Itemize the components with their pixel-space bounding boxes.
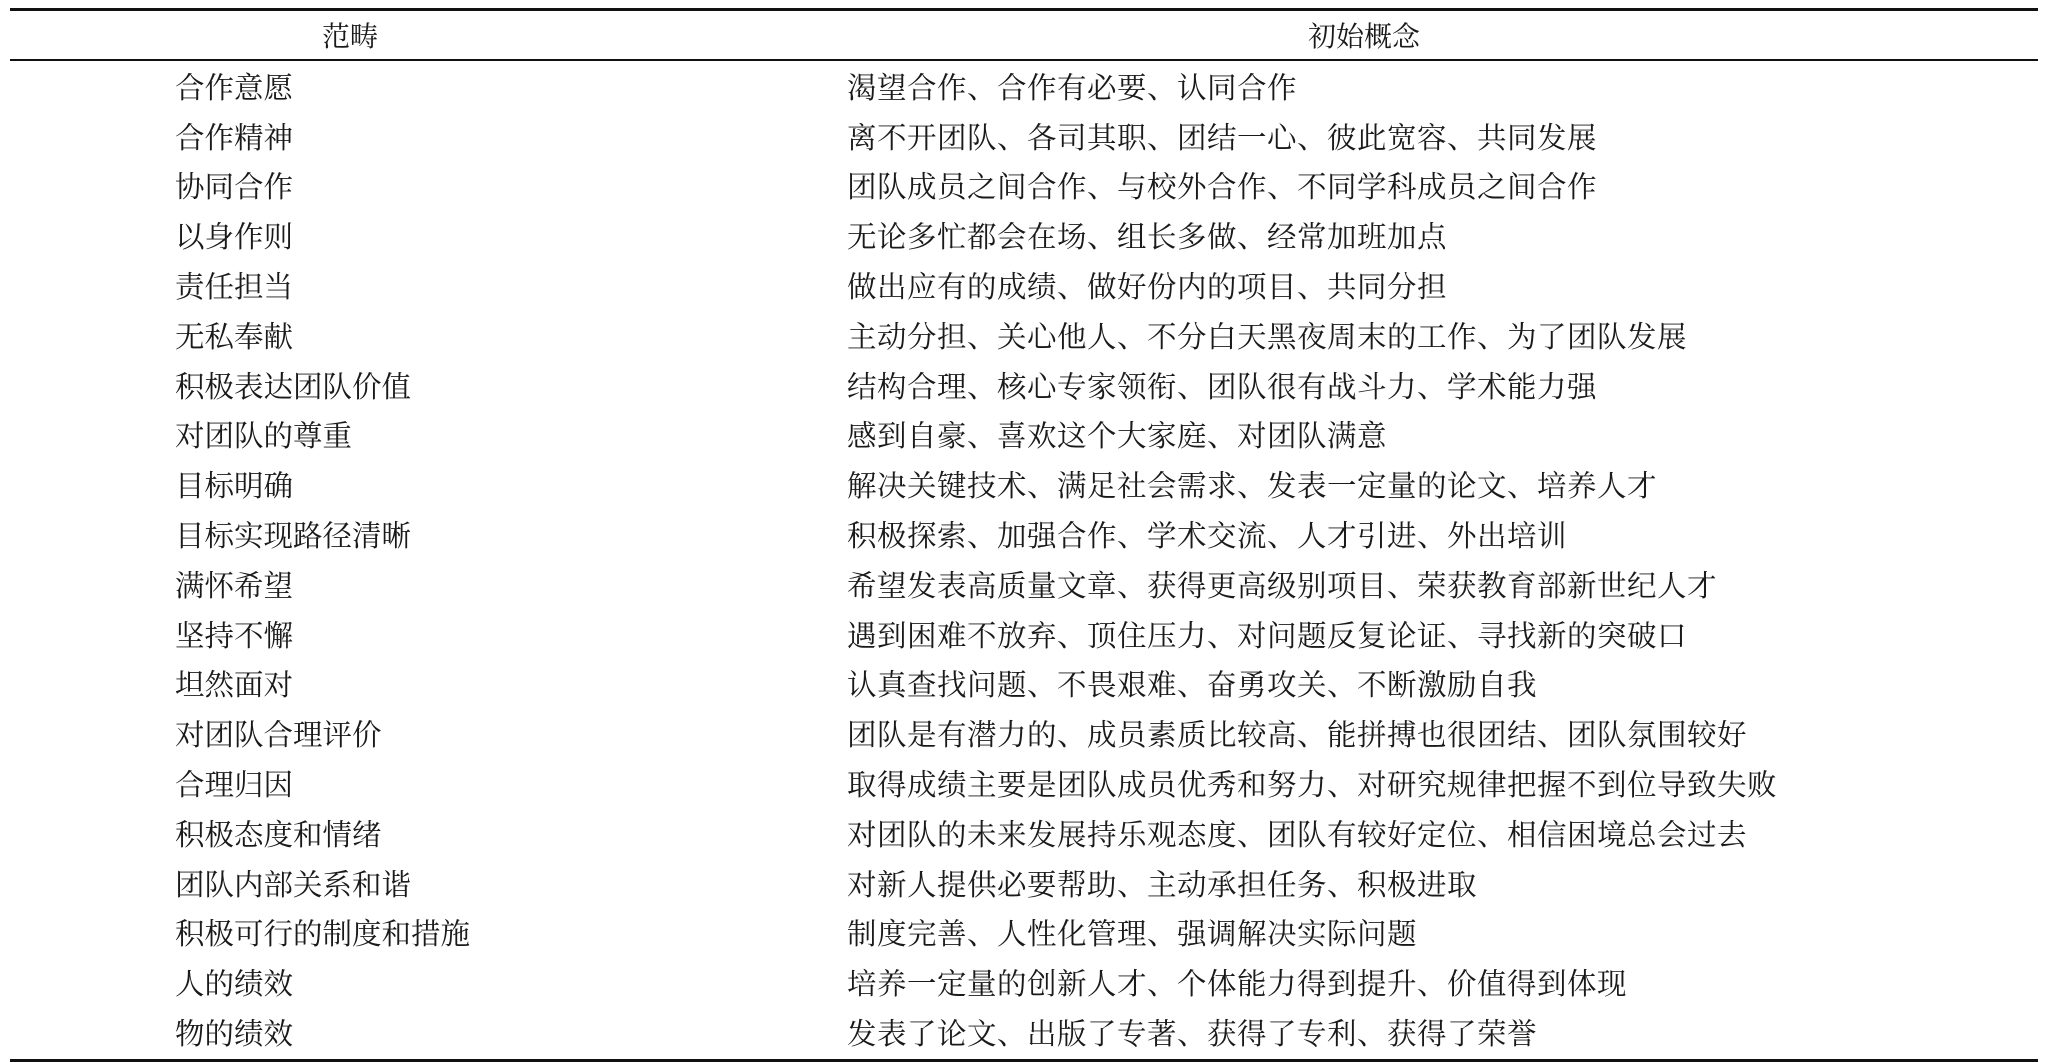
category-cell: 无私奉献: [175, 319, 294, 354]
table-row: [10, 559, 2038, 609]
category-cell: 责任担当: [175, 270, 294, 305]
initial-concepts-cell: 发表了论文、出版了专著、获得了专利、获得了荣誉: [847, 1017, 1538, 1052]
initial-concepts-cell: 培养一定量的创新人才、个体能力得到提升、价值得到体现: [847, 967, 1628, 1002]
table-body: [10, 61, 2038, 1057]
table-row: [10, 808, 2038, 858]
table-row: [10, 210, 2038, 260]
category-cell: 积极态度和情绪: [175, 817, 382, 852]
table-row: [10, 61, 2038, 111]
category-cell: 团队内部关系和谐: [175, 867, 412, 902]
table-row: [10, 410, 2038, 460]
table-row: [10, 758, 2038, 808]
category-cell: 目标实现路径清晰: [175, 519, 412, 554]
table-row: [10, 360, 2038, 410]
initial-concepts-cell: 无论多忙都会在场、组长多做、经常加班加点: [847, 220, 1448, 255]
table-row: [10, 708, 2038, 758]
table-header-row: [10, 11, 2038, 59]
category-cell: 以身作则: [175, 220, 294, 255]
category-cell: 对团队的尊重: [175, 419, 353, 454]
initial-concepts-cell: 认真查找问题、不畏艰难、奋勇攻关、不断激励自我: [847, 668, 1538, 703]
category-table: [10, 8, 2038, 1062]
table-row: [10, 459, 2038, 509]
category-cell: 合作意愿: [175, 70, 294, 105]
initial-concepts-cell: 制度完善、人性化管理、强调解决实际问题: [847, 917, 1418, 952]
table-row: [10, 908, 2038, 958]
category-cell: 合理归因: [175, 768, 294, 803]
initial-concepts-cell: 团队成员之间合作、与校外合作、不同学科成员之间合作: [847, 170, 1598, 205]
table-row: [10, 659, 2038, 709]
category-cell: 人的绩效: [175, 967, 294, 1002]
table-row: [10, 609, 2038, 659]
category-cell: 目标明确: [175, 469, 294, 504]
category-cell: 积极表达团队价值: [175, 369, 412, 404]
initial-concepts-cell: 对新人提供必要帮助、主动承担任务、积极进取: [847, 867, 1478, 902]
initial-concepts-cell: 对团队的未来发展持乐观态度、团队有较好定位、相信困境总会过去: [847, 817, 1748, 852]
initial-concepts-cell: 取得成绩主要是团队成员优秀和努力、对研究规律把握不到位导致失败: [847, 768, 1778, 803]
initial-concepts-cell: 渴望合作、合作有必要、认同合作: [847, 70, 1298, 105]
category-cell: 协同合作: [175, 170, 294, 205]
header-initial-concepts: 初始概念: [1307, 20, 1420, 53]
table-row: [10, 509, 2038, 559]
initial-concepts-cell: 积极探索、加强合作、学术交流、人才引进、外出培训: [847, 519, 1568, 554]
initial-concepts-cell: 做出应有的成绩、做好份内的项目、共同分担: [847, 270, 1448, 305]
initial-concepts-cell: 遇到困难不放弃、顶住压力、对问题反复论证、寻找新的突破口: [847, 618, 1688, 653]
initial-concepts-cell: 离不开团队、各司其职、团结一心、彼此宽容、共同发展: [847, 120, 1598, 155]
initial-concepts-cell: 结构合理、核心专家领衔、团队很有战斗力、学术能力强: [847, 369, 1598, 404]
category-cell: 积极可行的制度和措施: [175, 917, 471, 952]
table-row: [10, 1007, 2038, 1057]
category-cell: 坦然面对: [175, 668, 294, 703]
initial-concepts-cell: 主动分担、关心他人、不分白天黑夜周末的工作、为了团队发展: [847, 319, 1688, 354]
category-cell: 对团队合理评价: [175, 718, 382, 753]
header-category: 范畴: [321, 20, 378, 53]
table-row: [10, 957, 2038, 1007]
table-row: [10, 260, 2038, 310]
table-row: [10, 310, 2038, 360]
initial-concepts-cell: 感到自豪、喜欢这个大家庭、对团队满意: [847, 419, 1388, 454]
table-row: [10, 161, 2038, 211]
category-cell: 坚持不懈: [175, 618, 294, 653]
initial-concepts-cell: 解决关键技术、满足社会需求、发表一定量的论文、培养人才: [847, 469, 1658, 504]
category-cell: 物的绩效: [175, 1017, 294, 1052]
category-cell: 合作精神: [175, 120, 294, 155]
table-row: [10, 111, 2038, 161]
initial-concepts-cell: 希望发表高质量文章、获得更高级别项目、荣获教育部新世纪人才: [847, 568, 1718, 603]
table-bottom-rule: [10, 1059, 2038, 1062]
table-row: [10, 858, 2038, 908]
initial-concepts-cell: 团队是有潜力的、成员素质比较高、能拼搏也很团结、团队氛围较好: [847, 718, 1748, 753]
category-cell: 满怀希望: [175, 568, 294, 603]
